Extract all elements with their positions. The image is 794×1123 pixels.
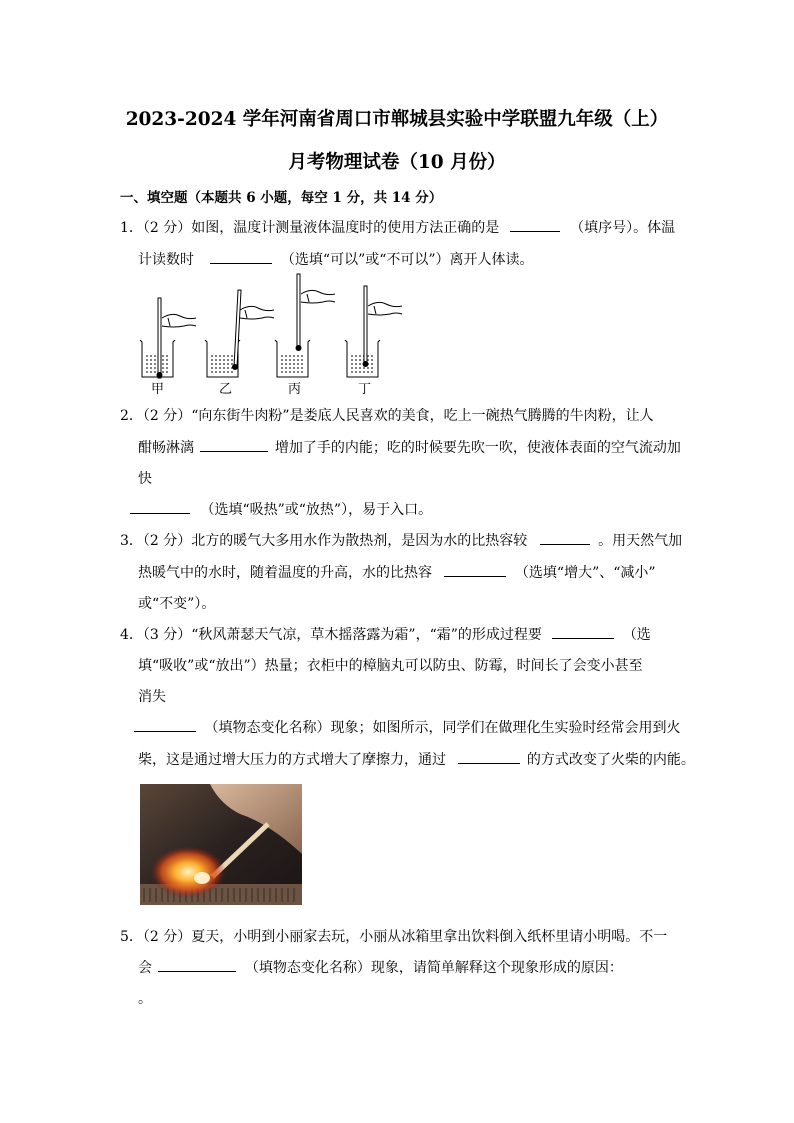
q5-text-b: （填物态变化名称）现象，请简单解释这个现象形成的原因： — [244, 960, 623, 976]
question-4-line4 — [134, 717, 680, 737]
q3-blank-1[interactable] — [540, 532, 590, 545]
match-photo — [140, 784, 302, 905]
question-4-line1 — [120, 624, 651, 644]
question-2-line3: 快 — [138, 471, 152, 487]
question-2-line2 — [138, 437, 681, 457]
q3-text-a: 3．（2 分）北方的暖气大多用水作为散热剂，是因为水的比热容较 — [120, 533, 528, 549]
question-4-line3: 消失 — [138, 689, 166, 705]
question-1-line1 — [120, 217, 675, 237]
q4-blank-3[interactable] — [458, 751, 520, 764]
question-1-line2 — [138, 249, 534, 269]
question-2-line4 — [130, 499, 432, 519]
q4-text-d: 柴，这是通过增大压力的方式增大了摩擦力，通过 — [138, 752, 446, 768]
label-ding: 丁 — [358, 382, 372, 397]
question-4-line5 — [138, 749, 695, 769]
q1-text-d: （选填“可以”或“不可以”）离开人体读。 — [280, 252, 534, 268]
q4-text-e: 的方式改变了火柴的内能。 — [526, 752, 695, 768]
page-title-line1: 2023-2024 学年河南省周口市郸城县实验中学联盟九年级（上） — [125, 109, 669, 130]
q1-blank-1[interactable] — [510, 219, 560, 232]
q2-text-b: 增加了手的内能；吃的时候要先吹一吹，使液体表面的空气流动加 — [274, 440, 681, 456]
page-title-line2: 月考物理试卷（10 月份） — [288, 152, 506, 173]
q2-text-a: 酣畅淋漓 — [138, 440, 194, 456]
question-5-line1: 5．（2 分）夏天，小明到小丽家去玩，小丽从冰箱里拿出饮料倒入纸杯里请小明喝。不一 — [120, 929, 668, 945]
q2-text-c: （选填“吸热”或“放热”），易于入口。 — [200, 502, 433, 518]
q2-blank-2[interactable] — [130, 501, 190, 514]
q3-text-b: 。用天然气加 — [598, 533, 683, 549]
q4-blank-1[interactable] — [552, 626, 614, 639]
thermometer-figure — [135, 272, 405, 397]
label-jia: 甲 — [151, 382, 165, 397]
q1-text-b: （填序号）。体温 — [570, 220, 676, 236]
label-yi: 乙 — [219, 382, 233, 397]
question-5-line3: 。 — [138, 991, 152, 1007]
q1-text-a: 1．（2 分）如图，温度计测量液体温度时的使用方法正确的是 — [120, 220, 500, 236]
question-4-line2: 填“吸收”或“放出”）热量；衣柜中的樟脑丸可以防虫、防霉，时间长了会变小甚至 — [138, 658, 643, 674]
q4-text-c: （填物态变化名称）现象；如图所示，同学们在做理化生实验时经常会用到火 — [204, 720, 681, 736]
q1-blank-2[interactable] — [210, 251, 272, 264]
question-3-line1 — [120, 530, 682, 550]
q3-text-d: （选填“增大”、“减小” — [514, 565, 656, 581]
q2-blank-1[interactable] — [200, 439, 268, 452]
question-5-line2 — [138, 957, 623, 977]
q3-blank-2[interactable] — [444, 564, 506, 577]
q3-text-c: 热暖气中的水时，随着温度的升高，水的比热容 — [138, 565, 432, 581]
q5-blank-1[interactable] — [158, 959, 236, 972]
q1-text-c: 计读数时 — [138, 252, 194, 268]
question-3-line2 — [138, 562, 656, 582]
section-heading: 一、填空题（本题共 6 小题，每空 1 分，共 14 分） — [120, 190, 443, 206]
q5-text-a: 会 — [138, 960, 152, 976]
q4-text-a: 4．（3 分）“秋风萧瑟天气凉，草木摇落露为霜”，“霜”的形成过程要 — [120, 627, 542, 643]
label-bing: 丙 — [288, 382, 302, 397]
question-3-line3: 或“不变”）。 — [138, 596, 216, 612]
question-2-line1: 2．（2 分）“向东街牛肉粉”是娄底人民喜欢的美食，吃上一碗热气腾腾的牛肉粉，让人 — [120, 408, 654, 424]
q4-blank-2[interactable] — [134, 719, 196, 732]
q4-text-b: （选 — [622, 627, 651, 643]
